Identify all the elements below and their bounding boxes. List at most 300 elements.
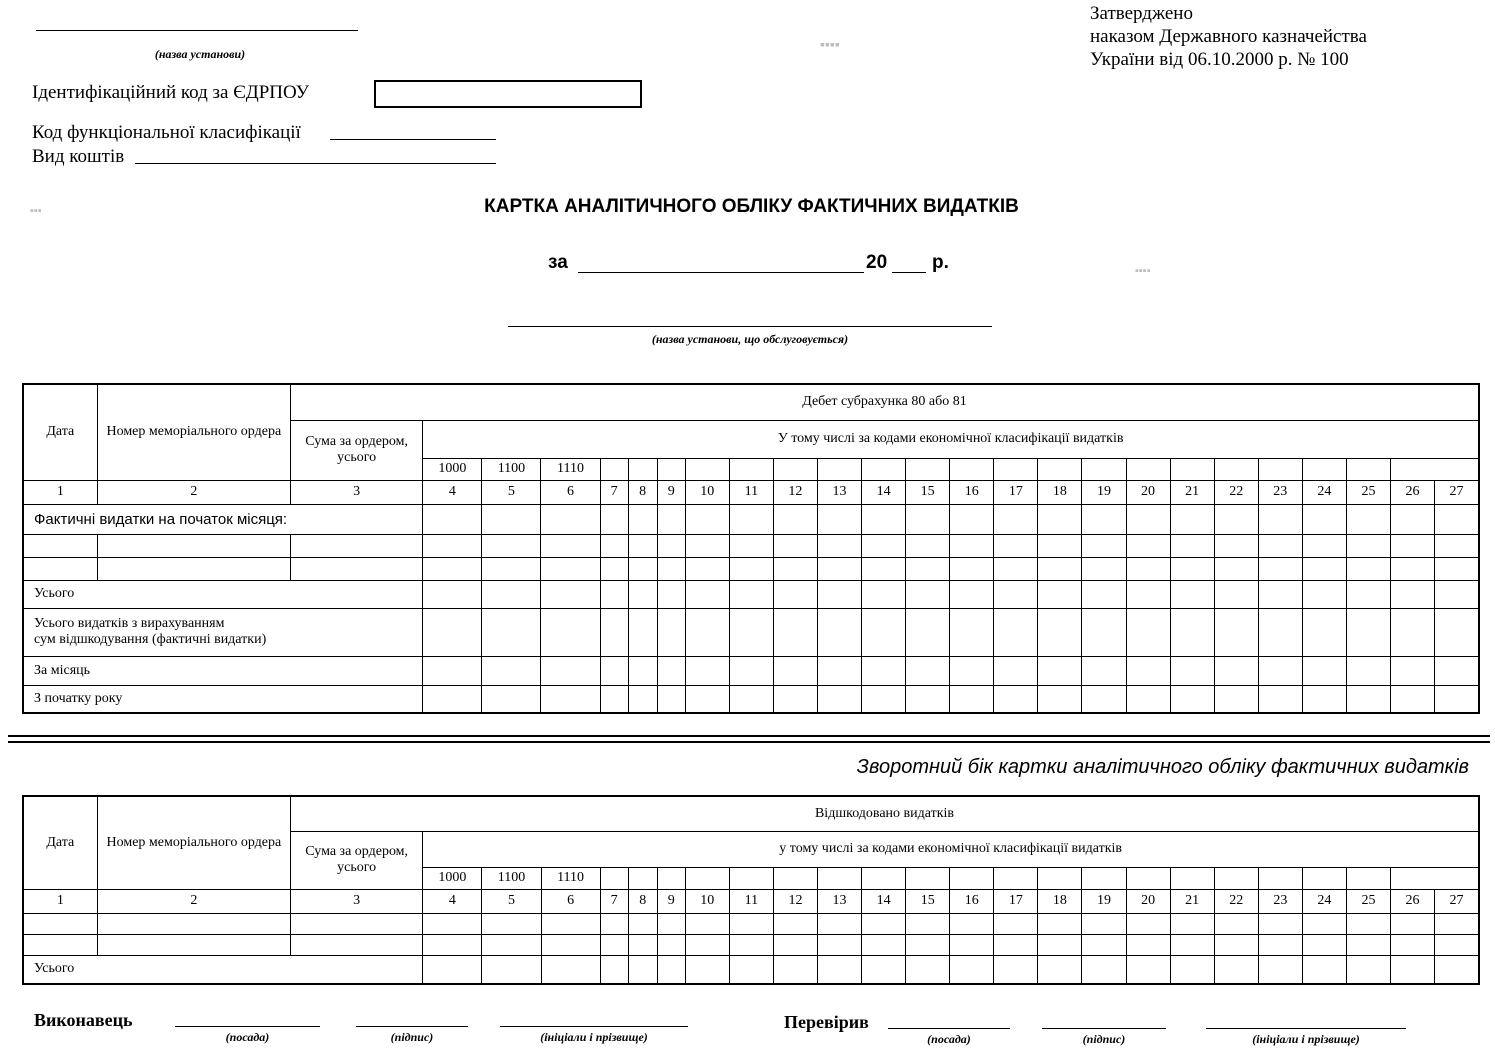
table-cell[interactable] bbox=[817, 608, 861, 656]
code-blank[interactable] bbox=[657, 867, 685, 889]
table-cell[interactable] bbox=[1126, 557, 1170, 580]
table-cell[interactable] bbox=[657, 685, 685, 713]
table-cell[interactable] bbox=[906, 580, 950, 608]
table-cell[interactable] bbox=[541, 955, 600, 984]
code-blank[interactable] bbox=[600, 867, 628, 889]
table-cell[interactable] bbox=[291, 557, 423, 580]
table-cell[interactable] bbox=[729, 504, 773, 534]
served-institution-line[interactable] bbox=[508, 326, 992, 327]
table-cell[interactable] bbox=[600, 534, 628, 557]
table-cell[interactable] bbox=[1435, 504, 1479, 534]
table-cell[interactable] bbox=[482, 534, 541, 557]
table-cell[interactable] bbox=[1214, 504, 1258, 534]
table-cell[interactable] bbox=[97, 934, 290, 955]
table-cell[interactable] bbox=[1038, 685, 1082, 713]
table-cell[interactable] bbox=[1170, 955, 1214, 984]
table-cell[interactable] bbox=[1126, 534, 1170, 557]
table-cell[interactable] bbox=[862, 557, 906, 580]
table-cell[interactable] bbox=[1390, 685, 1434, 713]
table-cell[interactable] bbox=[1170, 557, 1214, 580]
table-cell[interactable] bbox=[1214, 580, 1258, 608]
table-cell[interactable] bbox=[423, 534, 482, 557]
table-cell[interactable] bbox=[482, 685, 541, 713]
table-cell[interactable] bbox=[685, 608, 729, 656]
table-cell[interactable] bbox=[1126, 656, 1170, 685]
table-cell[interactable] bbox=[1170, 534, 1214, 557]
table-cell[interactable] bbox=[1435, 934, 1479, 955]
table-cell[interactable] bbox=[1346, 656, 1390, 685]
table-cell[interactable] bbox=[1082, 580, 1126, 608]
code-blank[interactable] bbox=[773, 458, 817, 480]
table-cell[interactable] bbox=[1038, 580, 1082, 608]
table-cell[interactable] bbox=[862, 955, 906, 984]
table-cell[interactable] bbox=[1170, 656, 1214, 685]
code-blank[interactable] bbox=[1082, 867, 1126, 889]
table-cell[interactable] bbox=[1302, 913, 1346, 934]
table-cell[interactable] bbox=[1214, 656, 1258, 685]
code-blank[interactable] bbox=[1038, 867, 1082, 889]
table-cell[interactable] bbox=[1390, 580, 1434, 608]
table-cell[interactable] bbox=[862, 580, 906, 608]
table-cell[interactable] bbox=[950, 913, 994, 934]
table-cell[interactable] bbox=[1082, 534, 1126, 557]
code-blank[interactable] bbox=[1126, 458, 1170, 480]
table-cell[interactable] bbox=[994, 557, 1038, 580]
table-cell[interactable] bbox=[1126, 934, 1170, 955]
table-cell[interactable] bbox=[906, 955, 950, 984]
table-cell[interactable] bbox=[1390, 557, 1434, 580]
table-cell[interactable] bbox=[482, 656, 541, 685]
table-cell[interactable] bbox=[1435, 656, 1479, 685]
table-cell[interactable] bbox=[1435, 580, 1479, 608]
table-cell[interactable] bbox=[1346, 504, 1390, 534]
table-cell[interactable] bbox=[628, 955, 657, 984]
table-cell[interactable] bbox=[685, 934, 729, 955]
table-cell[interactable] bbox=[657, 913, 685, 934]
executor-position-line[interactable] bbox=[175, 1026, 320, 1027]
table-cell[interactable] bbox=[1258, 685, 1302, 713]
table-cell[interactable] bbox=[862, 934, 906, 955]
table-cell[interactable] bbox=[862, 534, 906, 557]
table-cell[interactable] bbox=[657, 534, 685, 557]
code-blank[interactable] bbox=[1214, 867, 1258, 889]
table-cell[interactable] bbox=[1082, 934, 1126, 955]
table-cell[interactable] bbox=[423, 685, 482, 713]
table-cell[interactable] bbox=[1038, 934, 1082, 955]
table-cell[interactable] bbox=[906, 656, 950, 685]
table-cell[interactable] bbox=[628, 656, 657, 685]
table-cell[interactable] bbox=[1435, 608, 1479, 656]
table-cell[interactable] bbox=[1170, 504, 1214, 534]
table-cell[interactable] bbox=[1082, 685, 1126, 713]
table-cell[interactable] bbox=[628, 608, 657, 656]
table-cell[interactable] bbox=[1391, 913, 1435, 934]
table-cell[interactable] bbox=[817, 580, 861, 608]
table-cell[interactable] bbox=[729, 608, 773, 656]
checker-name-line[interactable] bbox=[1206, 1028, 1406, 1029]
table-cell[interactable] bbox=[482, 580, 541, 608]
table-cell[interactable] bbox=[685, 913, 729, 934]
table-cell[interactable] bbox=[628, 685, 657, 713]
table-cell[interactable] bbox=[906, 934, 950, 955]
table-cell[interactable] bbox=[950, 504, 994, 534]
table-cell[interactable] bbox=[657, 955, 685, 984]
table-cell[interactable] bbox=[685, 534, 729, 557]
table-cell[interactable] bbox=[950, 608, 994, 656]
table-cell[interactable] bbox=[1346, 955, 1390, 984]
table-cell[interactable] bbox=[541, 557, 600, 580]
table-cell[interactable] bbox=[773, 557, 817, 580]
period-year-line[interactable] bbox=[892, 272, 926, 273]
table-cell[interactable] bbox=[1391, 934, 1435, 955]
table-cell[interactable] bbox=[1435, 534, 1479, 557]
code-blank[interactable] bbox=[1214, 458, 1258, 480]
table-cell[interactable] bbox=[1082, 504, 1126, 534]
table-cell[interactable] bbox=[773, 608, 817, 656]
table-cell[interactable] bbox=[1038, 608, 1082, 656]
code-blank[interactable] bbox=[1302, 458, 1346, 480]
table-cell[interactable] bbox=[1038, 955, 1082, 984]
table-cell[interactable] bbox=[1390, 534, 1434, 557]
table-cell[interactable] bbox=[1302, 534, 1346, 557]
table-cell[interactable] bbox=[1346, 557, 1390, 580]
table-cell[interactable] bbox=[657, 934, 685, 955]
table-cell[interactable] bbox=[773, 534, 817, 557]
table-cell[interactable] bbox=[1038, 504, 1082, 534]
table-cell[interactable] bbox=[1346, 685, 1390, 713]
code-blank[interactable] bbox=[862, 458, 906, 480]
table-cell[interactable] bbox=[1214, 955, 1258, 984]
table-cell[interactable] bbox=[1258, 608, 1302, 656]
table-cell[interactable] bbox=[950, 557, 994, 580]
code-blank[interactable] bbox=[600, 458, 628, 480]
table-cell[interactable] bbox=[541, 534, 600, 557]
table-cell[interactable] bbox=[994, 685, 1038, 713]
table-cell[interactable] bbox=[423, 504, 482, 534]
table-cell[interactable] bbox=[1170, 608, 1214, 656]
table-cell[interactable] bbox=[1038, 656, 1082, 685]
table-cell[interactable] bbox=[994, 504, 1038, 534]
table-cell[interactable] bbox=[818, 955, 862, 984]
code-blank[interactable] bbox=[1170, 867, 1214, 889]
table-cell[interactable] bbox=[1302, 608, 1346, 656]
table-cell[interactable] bbox=[994, 934, 1038, 955]
table-cell[interactable] bbox=[862, 504, 906, 534]
table-cell[interactable] bbox=[600, 557, 628, 580]
table-cell[interactable] bbox=[1258, 934, 1302, 955]
table-cell[interactable] bbox=[423, 955, 482, 984]
table-cell[interactable] bbox=[600, 685, 628, 713]
table-cell[interactable] bbox=[773, 580, 817, 608]
table-cell[interactable] bbox=[423, 934, 482, 955]
table-cell[interactable] bbox=[1302, 955, 1346, 984]
table-cell[interactable] bbox=[657, 608, 685, 656]
table-cell[interactable] bbox=[685, 557, 729, 580]
table-cell[interactable] bbox=[1214, 534, 1258, 557]
table-cell[interactable] bbox=[541, 608, 600, 656]
table-cell[interactable] bbox=[1258, 557, 1302, 580]
table-cell[interactable] bbox=[1302, 656, 1346, 685]
table-cell[interactable] bbox=[628, 534, 657, 557]
table-cell[interactable] bbox=[950, 685, 994, 713]
table-cell[interactable] bbox=[1302, 557, 1346, 580]
table-cell[interactable] bbox=[1435, 955, 1479, 984]
code-blank[interactable] bbox=[818, 867, 862, 889]
table-cell[interactable] bbox=[729, 656, 773, 685]
table-cell[interactable] bbox=[817, 534, 861, 557]
code-blank[interactable] bbox=[685, 458, 729, 480]
code-blank[interactable] bbox=[906, 867, 950, 889]
table-cell[interactable] bbox=[1038, 913, 1082, 934]
table-cell[interactable] bbox=[628, 580, 657, 608]
table-cell[interactable] bbox=[600, 955, 628, 984]
period-month-line[interactable] bbox=[578, 272, 864, 273]
table-cell[interactable] bbox=[1258, 656, 1302, 685]
table-cell[interactable] bbox=[906, 534, 950, 557]
table-cell[interactable] bbox=[482, 608, 541, 656]
table-cell[interactable] bbox=[950, 934, 994, 955]
table-cell[interactable] bbox=[1435, 913, 1479, 934]
table-cell[interactable] bbox=[657, 504, 685, 534]
table-cell[interactable] bbox=[818, 913, 862, 934]
table-cell[interactable] bbox=[1435, 685, 1479, 713]
table-cell[interactable] bbox=[541, 913, 600, 934]
table-cell[interactable] bbox=[1126, 608, 1170, 656]
table-cell[interactable] bbox=[994, 608, 1038, 656]
table-cell[interactable] bbox=[1258, 913, 1302, 934]
table-cell[interactable] bbox=[23, 934, 97, 955]
code-blank[interactable] bbox=[729, 458, 773, 480]
table-cell[interactable] bbox=[817, 504, 861, 534]
table-cell[interactable] bbox=[1214, 685, 1258, 713]
table-cell[interactable] bbox=[1126, 580, 1170, 608]
table-cell[interactable] bbox=[482, 934, 541, 955]
code-blank[interactable] bbox=[628, 867, 657, 889]
table-cell[interactable] bbox=[818, 934, 862, 955]
table-cell[interactable] bbox=[685, 685, 729, 713]
table-cell[interactable] bbox=[906, 913, 950, 934]
table-cell[interactable] bbox=[97, 534, 290, 557]
table-cell[interactable] bbox=[994, 534, 1038, 557]
table-cell[interactable] bbox=[423, 557, 482, 580]
table-cell[interactable] bbox=[729, 955, 773, 984]
table-cell[interactable] bbox=[423, 913, 482, 934]
table-cell[interactable] bbox=[423, 580, 482, 608]
table-cell[interactable] bbox=[862, 685, 906, 713]
code-blank[interactable] bbox=[657, 458, 685, 480]
code-blank[interactable] bbox=[1258, 867, 1302, 889]
code-blank[interactable] bbox=[817, 458, 861, 480]
table-cell[interactable] bbox=[1126, 955, 1170, 984]
table-cell[interactable] bbox=[1214, 913, 1258, 934]
code-blank[interactable] bbox=[1346, 458, 1390, 480]
table-cell[interactable] bbox=[1214, 557, 1258, 580]
table-cell[interactable] bbox=[685, 656, 729, 685]
table-cell[interactable] bbox=[1302, 685, 1346, 713]
funds-type-line[interactable] bbox=[135, 163, 496, 164]
table-cell[interactable] bbox=[600, 580, 628, 608]
table-cell[interactable] bbox=[685, 504, 729, 534]
table-cell[interactable] bbox=[906, 685, 950, 713]
table-cell[interactable] bbox=[628, 913, 657, 934]
table-cell[interactable] bbox=[950, 656, 994, 685]
table-cell[interactable] bbox=[817, 656, 861, 685]
table-cell[interactable] bbox=[628, 934, 657, 955]
table-cell[interactable] bbox=[628, 557, 657, 580]
edrpou-input[interactable] bbox=[374, 80, 642, 108]
table-cell[interactable] bbox=[1082, 913, 1126, 934]
table-cell[interactable] bbox=[729, 685, 773, 713]
table-cell[interactable] bbox=[657, 656, 685, 685]
checker-position-line[interactable] bbox=[888, 1028, 1010, 1029]
table-cell[interactable] bbox=[600, 504, 628, 534]
table-cell[interactable] bbox=[862, 656, 906, 685]
table-cell[interactable] bbox=[1038, 557, 1082, 580]
code-blank[interactable] bbox=[862, 867, 906, 889]
table-cell[interactable] bbox=[1302, 934, 1346, 955]
code-blank[interactable] bbox=[1302, 867, 1346, 889]
table-cell[interactable] bbox=[906, 504, 950, 534]
table-cell[interactable] bbox=[817, 685, 861, 713]
code-blank[interactable] bbox=[1082, 458, 1126, 480]
code-blank[interactable] bbox=[729, 867, 773, 889]
table-cell[interactable] bbox=[23, 534, 97, 557]
table-cell[interactable] bbox=[541, 580, 600, 608]
code-blank[interactable] bbox=[950, 458, 994, 480]
table-cell[interactable] bbox=[541, 656, 600, 685]
table-cell[interactable] bbox=[541, 934, 600, 955]
code-blank[interactable] bbox=[1126, 867, 1170, 889]
table-cell[interactable] bbox=[1302, 580, 1346, 608]
table-cell[interactable] bbox=[862, 913, 906, 934]
table-cell[interactable] bbox=[1170, 685, 1214, 713]
table-cell[interactable] bbox=[950, 580, 994, 608]
table-cell[interactable] bbox=[862, 608, 906, 656]
table-cell[interactable] bbox=[773, 913, 817, 934]
table-cell[interactable] bbox=[729, 934, 773, 955]
code-blank[interactable] bbox=[1038, 458, 1082, 480]
table-cell[interactable] bbox=[1126, 685, 1170, 713]
table-cell[interactable] bbox=[657, 580, 685, 608]
table-cell[interactable] bbox=[1126, 913, 1170, 934]
table-cell[interactable] bbox=[1346, 534, 1390, 557]
table-cell[interactable] bbox=[950, 534, 994, 557]
table-cell[interactable] bbox=[1346, 913, 1390, 934]
executor-name-line[interactable] bbox=[500, 1026, 688, 1027]
table-cell[interactable] bbox=[291, 913, 423, 934]
code-blank[interactable] bbox=[628, 458, 657, 480]
table-cell[interactable] bbox=[482, 504, 541, 534]
code-blank[interactable] bbox=[994, 867, 1038, 889]
table-cell[interactable] bbox=[97, 557, 290, 580]
code-blank[interactable] bbox=[1170, 458, 1214, 480]
executor-signature-line[interactable] bbox=[356, 1026, 468, 1027]
table-cell[interactable] bbox=[729, 534, 773, 557]
table-cell[interactable] bbox=[482, 955, 541, 984]
table-cell[interactable] bbox=[729, 580, 773, 608]
table-cell[interactable] bbox=[482, 913, 541, 934]
table-cell[interactable] bbox=[1170, 934, 1214, 955]
table-cell[interactable] bbox=[817, 557, 861, 580]
table-cell[interactable] bbox=[97, 913, 290, 934]
table-cell[interactable] bbox=[994, 955, 1038, 984]
table-cell[interactable] bbox=[773, 504, 817, 534]
table-cell[interactable] bbox=[1082, 557, 1126, 580]
table-cell[interactable] bbox=[773, 656, 817, 685]
table-cell[interactable] bbox=[541, 504, 600, 534]
table-cell[interactable] bbox=[1346, 934, 1390, 955]
table-cell[interactable] bbox=[1390, 656, 1434, 685]
table-cell[interactable] bbox=[600, 608, 628, 656]
table-cell[interactable] bbox=[1126, 504, 1170, 534]
table-cell[interactable] bbox=[628, 504, 657, 534]
table-cell[interactable] bbox=[1038, 534, 1082, 557]
table-cell[interactable] bbox=[1258, 534, 1302, 557]
table-cell[interactable] bbox=[685, 955, 729, 984]
func-class-line[interactable] bbox=[330, 139, 496, 140]
table-cell[interactable] bbox=[1082, 656, 1126, 685]
code-blank[interactable] bbox=[685, 867, 729, 889]
table-cell[interactable] bbox=[773, 955, 817, 984]
institution-name-line[interactable] bbox=[36, 30, 358, 31]
table-cell[interactable] bbox=[657, 557, 685, 580]
checker-signature-line[interactable] bbox=[1042, 1028, 1166, 1029]
table-cell[interactable] bbox=[1390, 608, 1434, 656]
table-cell[interactable] bbox=[773, 934, 817, 955]
table-cell[interactable] bbox=[1390, 504, 1434, 534]
table-cell[interactable] bbox=[423, 608, 482, 656]
table-cell[interactable] bbox=[1170, 580, 1214, 608]
code-blank[interactable] bbox=[906, 458, 950, 480]
table-cell[interactable] bbox=[1258, 504, 1302, 534]
table-cell[interactable] bbox=[950, 955, 994, 984]
table-cell[interactable] bbox=[482, 557, 541, 580]
code-blank[interactable] bbox=[1346, 867, 1390, 889]
table-cell[interactable] bbox=[291, 534, 423, 557]
table-cell[interactable] bbox=[994, 656, 1038, 685]
table-cell[interactable] bbox=[729, 913, 773, 934]
table-cell[interactable] bbox=[1391, 955, 1435, 984]
code-blank[interactable] bbox=[994, 458, 1038, 480]
table-cell[interactable] bbox=[600, 934, 628, 955]
table-cell[interactable] bbox=[906, 608, 950, 656]
code-blank[interactable] bbox=[773, 867, 817, 889]
code-blank[interactable] bbox=[950, 867, 994, 889]
table-cell[interactable] bbox=[906, 557, 950, 580]
table-cell[interactable] bbox=[685, 580, 729, 608]
code-blank[interactable] bbox=[1258, 458, 1302, 480]
table-cell[interactable] bbox=[600, 913, 628, 934]
table-cell[interactable] bbox=[773, 685, 817, 713]
table-cell[interactable] bbox=[541, 685, 600, 713]
table-cell[interactable] bbox=[1214, 608, 1258, 656]
table-cell[interactable] bbox=[1346, 580, 1390, 608]
table-cell[interactable] bbox=[1346, 608, 1390, 656]
table-cell[interactable] bbox=[1435, 557, 1479, 580]
table-cell[interactable] bbox=[994, 580, 1038, 608]
table-cell[interactable] bbox=[600, 656, 628, 685]
table-cell[interactable] bbox=[1082, 955, 1126, 984]
table-cell[interactable] bbox=[23, 913, 97, 934]
table-cell[interactable] bbox=[1170, 913, 1214, 934]
table-cell[interactable] bbox=[1214, 934, 1258, 955]
table-cell[interactable] bbox=[423, 656, 482, 685]
table-cell[interactable] bbox=[1258, 955, 1302, 984]
table-cell[interactable] bbox=[729, 557, 773, 580]
table-cell[interactable] bbox=[1302, 504, 1346, 534]
table-cell[interactable] bbox=[994, 913, 1038, 934]
table-cell[interactable] bbox=[23, 557, 97, 580]
